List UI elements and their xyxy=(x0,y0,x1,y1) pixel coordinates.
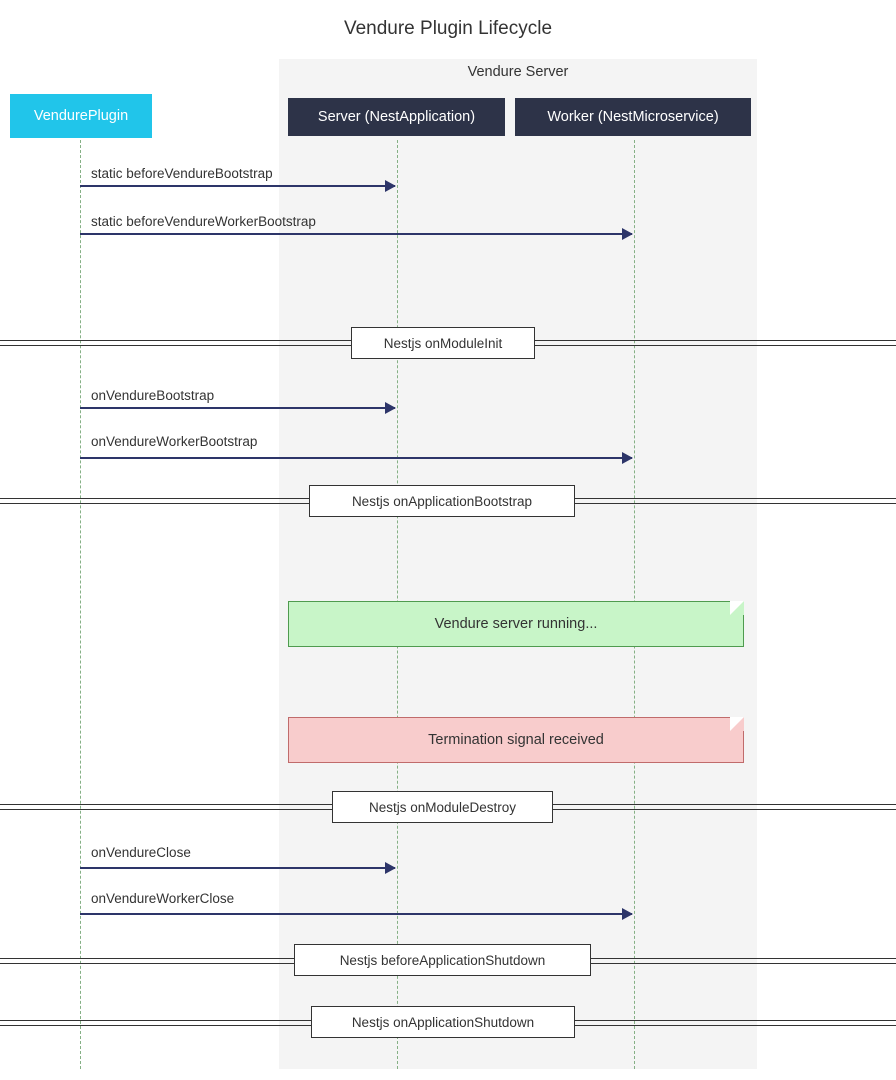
note-fold-icon xyxy=(730,717,744,731)
arrowhead-icon xyxy=(385,180,396,192)
divider-label: Nestjs onApplicationBootstrap xyxy=(351,493,533,509)
message-arrow-static-beforevendurebootstrap xyxy=(80,185,395,187)
participant-label: Worker (NestMicroservice) xyxy=(547,109,719,125)
participant-server[interactable] xyxy=(288,98,505,136)
note-label: Termination signal received xyxy=(428,732,604,748)
divider-nestjs-onapplicationbootstrap xyxy=(309,485,575,517)
participant-label: VendurePlugin xyxy=(33,108,129,124)
arrowhead-icon xyxy=(385,862,396,874)
divider-nestjs-onmoduleinit xyxy=(351,327,535,359)
message-arrow-onvendureclose xyxy=(80,867,395,869)
message-arrow-onvendurebootstrap xyxy=(80,407,395,409)
message-arrow-onvendureworkerbootstrap xyxy=(80,457,632,459)
divider-nestjs-onmoduledestroy xyxy=(332,791,553,823)
message-label-static-beforevendurebootstrap: static beforeVendureBootstrap xyxy=(91,166,273,181)
diagram-title: Vendure Plugin Lifecycle xyxy=(343,18,553,39)
message-label-onvendureworkerclose: onVendureWorkerClose xyxy=(91,891,235,906)
divider-label: Nestjs beforeApplicationShutdown xyxy=(339,952,546,968)
note-label: Vendure server running... xyxy=(434,616,598,632)
arrowhead-icon xyxy=(622,908,633,920)
message-label-static-beforevendureworkerbootstrap: static beforeVendureWorkerBootstrap xyxy=(91,214,316,229)
divider-nestjs-beforeapplicationshutdown xyxy=(294,944,591,976)
divider-nestjs-onapplicationshutdown xyxy=(311,1006,575,1038)
note-vendure-server-running xyxy=(288,601,744,647)
divider-label: Nestjs onModuleDestroy xyxy=(368,799,517,815)
message-label-onvendurebootstrap: onVendureBootstrap xyxy=(91,388,215,403)
note-termination-signal-received xyxy=(288,717,744,763)
group-box-vendure-server xyxy=(279,59,757,1069)
divider-label: Nestjs onApplicationShutdown xyxy=(351,1014,535,1030)
message-arrow-static-beforevendureworkerbootstrap xyxy=(80,233,632,235)
message-label-onvendureworkerbootstrap: onVendureWorkerBootstrap xyxy=(91,434,258,449)
arrowhead-icon xyxy=(622,228,633,240)
message-label-onvendureclose: onVendureClose xyxy=(91,845,191,860)
participant-label: Server (NestApplication) xyxy=(317,109,476,125)
participant-worker[interactable] xyxy=(515,98,751,136)
arrowhead-icon xyxy=(385,402,396,414)
divider-label: Nestjs onModuleInit xyxy=(383,335,503,351)
group-label-vendure-server: Vendure Server xyxy=(467,64,569,80)
arrowhead-icon xyxy=(622,452,633,464)
message-arrow-onvendureworkerclose xyxy=(80,913,632,915)
note-fold-icon xyxy=(730,601,744,615)
lifeline-vendureplugin xyxy=(80,140,81,1069)
participant-vendureplugin[interactable] xyxy=(10,94,152,138)
